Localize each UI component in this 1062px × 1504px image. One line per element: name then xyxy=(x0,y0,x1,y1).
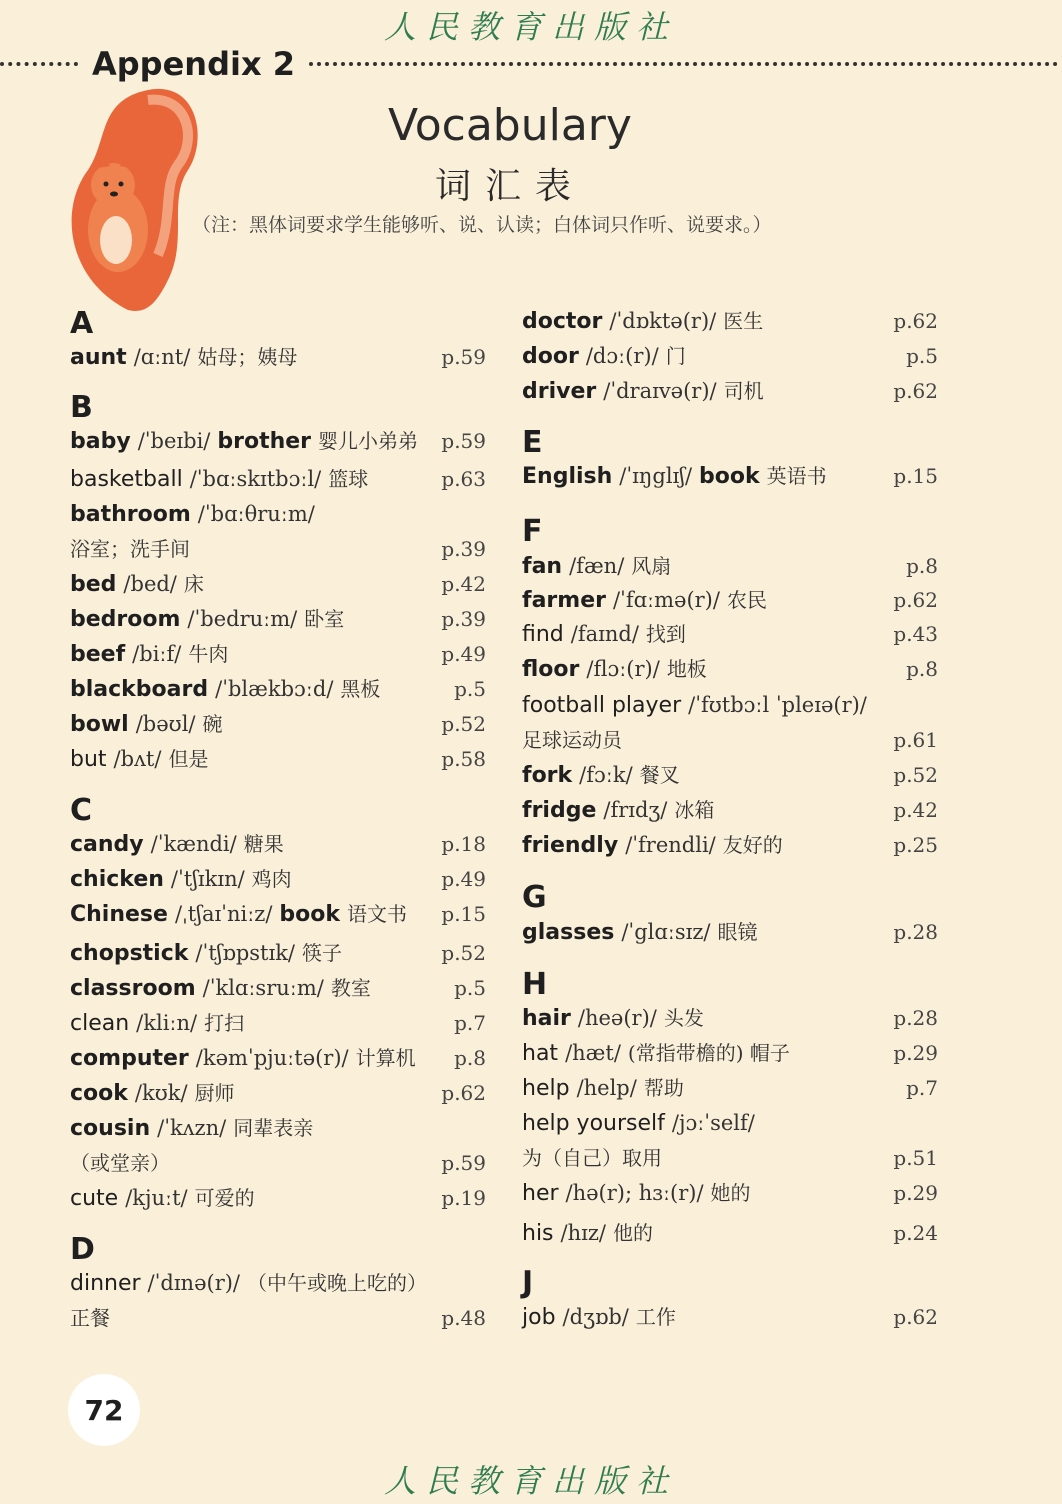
vocab-meaning: 计算机 xyxy=(355,1046,416,1070)
vocab-word: clean xyxy=(70,1011,130,1036)
vocab-page-ref: p.28 xyxy=(893,920,938,944)
vocab-meaning: 语文书 xyxy=(347,902,408,926)
vocab-meaning: 黑板 xyxy=(340,677,381,701)
vocabulary-title: Vocabulary xyxy=(388,100,632,151)
vocab-meaning: 浴室；洗手间 xyxy=(70,537,190,561)
vocab-phonetic: /ˈkændi/ xyxy=(150,832,237,856)
vocab-page-ref: p.62 xyxy=(893,309,938,333)
dotted-rule-right xyxy=(309,62,1058,66)
vocab-word: candy xyxy=(70,832,144,857)
vocab-entry xyxy=(70,742,486,777)
vocab-page-ref: p.59 xyxy=(441,1151,486,1175)
vocab-entry xyxy=(70,602,486,637)
vocab-phonetic: /faɪnd/ xyxy=(570,622,639,646)
vocab-meaning: 足球运动员 xyxy=(522,728,622,752)
vocab-meaning: 同辈表亲 xyxy=(233,1116,314,1140)
vocab-entry xyxy=(522,688,938,723)
vocab-entry xyxy=(522,828,938,863)
vocab-page-ref: p.48 xyxy=(441,1306,486,1330)
vocab-phonetic: /help/ xyxy=(576,1076,637,1100)
vocab-page-ref: p.61 xyxy=(893,728,938,752)
vocab-word: Chinese xyxy=(70,902,168,927)
vocab-page-ref: p.62 xyxy=(893,588,938,612)
section-letter: J xyxy=(522,1265,534,1300)
vocab-entry xyxy=(70,827,486,862)
vocab-phonetic: /ˈkʌzn/ xyxy=(157,1116,227,1140)
vocab-page-ref: p.5 xyxy=(454,976,486,1000)
vocab-meaning: 可爱的 xyxy=(194,1186,255,1210)
vocab-phonetic: /ˈbeɪbi/ xyxy=(137,429,211,453)
vocab-word: friendly xyxy=(522,833,619,858)
vocab-entry xyxy=(522,1071,938,1106)
vocab-entry xyxy=(522,1300,938,1335)
vocab-page-ref: p.15 xyxy=(441,902,486,926)
vocab-word: aunt xyxy=(70,345,127,370)
vocab-entry xyxy=(522,758,938,793)
vocab-meaning: (常指带檐的) 帽子 xyxy=(627,1041,790,1065)
vocab-word: fridge xyxy=(522,798,597,823)
vocab-entry xyxy=(70,707,486,742)
vocab-word: brother xyxy=(217,429,312,454)
squirrel-mascot-icon xyxy=(58,80,218,320)
vocab-word: floor xyxy=(522,657,580,682)
vocab-phonetic: /ˈblækbɔːd/ xyxy=(215,677,334,701)
vocab-word: but xyxy=(70,747,107,772)
vocab-word: football player xyxy=(522,693,682,718)
vocab-entry xyxy=(522,1216,938,1251)
vocab-page-ref: p.49 xyxy=(441,867,486,891)
vocab-word: chicken xyxy=(70,867,164,892)
vocab-meaning: 打扫 xyxy=(204,1011,245,1035)
section-letter: A xyxy=(70,306,94,341)
publisher-logo-bottom: 人民教育出版社 xyxy=(383,1462,678,1500)
vocab-phonetic: /bʌt/ xyxy=(113,747,162,771)
publisher-logo-top: 人民教育出版社 xyxy=(383,8,678,46)
vocab-entry xyxy=(70,637,486,672)
vocab-phonetic: /heə(r)/ xyxy=(577,1006,657,1030)
vocab-meaning: 眼镜 xyxy=(717,920,758,944)
vocab-meaning: 牛肉 xyxy=(188,642,229,666)
vocab-entry xyxy=(70,462,486,497)
vocab-page-ref: p.5 xyxy=(906,344,938,368)
vocab-meaning: 婴儿小弟弟 xyxy=(318,429,419,453)
vocab-entry xyxy=(70,1111,486,1146)
vocab-meaning: 教室 xyxy=(330,976,371,1000)
vocab-word: job xyxy=(522,1305,556,1330)
vocab-entry xyxy=(70,862,486,897)
vocab-page-ref: p.52 xyxy=(441,712,486,736)
vocab-phonetic: /biːf/ xyxy=(132,642,182,666)
vocab-phonetic: /ɑːnt/ xyxy=(133,345,191,369)
vocab-phonetic: /ˈtʃɒpstɪk/ xyxy=(195,941,295,965)
vocab-word: bathroom xyxy=(70,502,191,527)
vocab-word: glasses xyxy=(522,920,615,945)
vocab-phonetic: /ˈfrendli/ xyxy=(625,833,716,857)
vocab-page-ref: p.42 xyxy=(893,798,938,822)
vocab-entry xyxy=(522,1001,938,1036)
vocab-entry xyxy=(70,497,486,532)
vocab-phonetic: /ˈbɑːskɪtbɔːl/ xyxy=(189,467,322,491)
vocab-entry xyxy=(522,583,938,618)
vocab-entry xyxy=(70,1076,486,1111)
vocab-phonetic: /ˈfɑːmə(r)/ xyxy=(612,588,720,612)
vocab-word: blackboard xyxy=(70,677,209,702)
vocab-phonetic: /bəʊl/ xyxy=(135,712,196,736)
vocab-word: English xyxy=(522,464,613,489)
vocab-phonetic: /ˈdraɪvə(r)/ xyxy=(603,379,717,403)
vocab-entry xyxy=(522,1036,938,1071)
vocab-entry xyxy=(70,1181,486,1216)
vocab-meaning: 餐叉 xyxy=(639,763,680,787)
vocab-meaning: 但是 xyxy=(168,747,209,771)
vocabulary-title-cn: 词汇表 xyxy=(434,166,585,207)
vocab-phonetic: /fɔːk/ xyxy=(579,763,633,787)
section-letter: F xyxy=(522,514,543,549)
vocab-meaning: 冰箱 xyxy=(674,798,715,822)
vocab-meaning: （中午或晚上吃的） xyxy=(247,1271,428,1295)
vocab-phonetic: /ˌtʃaɪˈniːz/ xyxy=(174,902,273,926)
vocab-page-ref: p.25 xyxy=(893,833,938,857)
vocab-entry xyxy=(70,567,486,602)
vocab-word: dinner xyxy=(70,1271,141,1296)
vocab-phonetic: /kəmˈpjuːtə(r)/ xyxy=(195,1046,349,1070)
vocab-meaning: 门 xyxy=(665,344,686,368)
vocab-entry xyxy=(70,971,486,1006)
vocab-meaning: 工作 xyxy=(635,1305,676,1329)
vocab-meaning: 碗 xyxy=(202,712,223,736)
vocab-word: bed xyxy=(70,572,117,597)
vocab-entry xyxy=(522,652,938,687)
vocab-entry xyxy=(522,1106,938,1141)
vocab-phonetic: /hæt/ xyxy=(565,1041,621,1065)
vocab-page-ref: p.18 xyxy=(441,832,486,856)
vocab-page-ref: p.63 xyxy=(441,467,486,491)
vocab-page-ref: p.51 xyxy=(893,1146,938,1170)
vocab-phonetic: /dɔː(r)/ xyxy=(585,344,659,368)
vocab-word: cute xyxy=(70,1186,119,1211)
vocab-meaning: 找到 xyxy=(645,622,686,646)
vocab-word: beef xyxy=(70,642,126,667)
vocab-entry xyxy=(70,1266,486,1301)
vocab-word: doctor xyxy=(522,309,603,334)
vocab-phonetic: /kliːn/ xyxy=(136,1011,198,1035)
vocab-phonetic: /ˈbedruːm/ xyxy=(187,607,298,631)
vocabulary-note: （注：黑体词要求学生能够听、说、认读；白体词只作听、说要求。） xyxy=(192,214,772,236)
vocab-phonetic: /kʊk/ xyxy=(134,1081,188,1105)
vocab-phonetic: /ˈɪŋglɪʃ/ xyxy=(619,464,693,488)
vocab-meaning: 卧室 xyxy=(304,607,345,631)
section-letter: H xyxy=(522,967,548,1002)
vocab-word: hat xyxy=(522,1041,559,1066)
vocab-meaning: 帮助 xyxy=(643,1076,684,1100)
vocab-word: help yourself xyxy=(522,1111,665,1136)
vocab-meaning: 司机 xyxy=(723,379,764,403)
vocab-word: fan xyxy=(522,554,563,579)
vocab-word: hair xyxy=(522,1006,571,1031)
vocab-page-ref: p.28 xyxy=(893,1006,938,1030)
vocab-meaning: 为（自己）取用 xyxy=(522,1146,662,1170)
vocab-meaning: （或堂亲） xyxy=(70,1151,170,1175)
vocab-entry xyxy=(70,532,486,567)
vocab-page-ref: p.15 xyxy=(893,464,938,488)
vocab-meaning: 床 xyxy=(183,572,204,596)
vocab-meaning: 筷子 xyxy=(302,941,342,965)
vocab-word: find xyxy=(522,622,564,647)
vocab-phonetic: /ˈdɪnə(r)/ xyxy=(147,1271,241,1295)
vocab-entry xyxy=(522,1141,938,1176)
vocab-meaning: 鸡肉 xyxy=(251,867,292,891)
vocab-entry xyxy=(522,915,938,950)
vocab-page-ref: p.59 xyxy=(441,429,486,453)
vocab-meaning: 他的 xyxy=(613,1221,653,1245)
vocab-word: door xyxy=(522,344,579,369)
vocab-phonetic: /bed/ xyxy=(123,572,177,596)
vocab-entry xyxy=(522,459,938,494)
vocab-page-ref: p.62 xyxy=(893,1305,938,1329)
vocab-page-ref: p.8 xyxy=(906,554,938,578)
vocab-page-ref: p.8 xyxy=(906,657,938,681)
vocab-word: chopstick xyxy=(70,941,189,966)
vocab-entry xyxy=(70,1146,486,1181)
vocab-phonetic: /ˈdɒktə(r)/ xyxy=(609,309,717,333)
vocab-entry xyxy=(522,617,938,652)
vocab-entry xyxy=(522,339,938,374)
dotted-rule-left xyxy=(0,62,78,66)
vocab-word: computer xyxy=(70,1046,189,1071)
vocab-word: cook xyxy=(70,1081,128,1106)
vocab-entry xyxy=(70,1301,486,1336)
vocab-phonetic: /jɔːˈself/ xyxy=(671,1111,755,1135)
vocab-page-ref: p.58 xyxy=(441,747,486,771)
vocab-word: bedroom xyxy=(70,607,181,632)
vocab-entry xyxy=(70,897,486,932)
vocab-phonetic: /ˈklɑːsruːm/ xyxy=(202,976,324,1000)
vocab-entry xyxy=(70,424,486,459)
vocab-phonetic: /ˈfʊtbɔːl ˈpleɪə(r)/ xyxy=(688,693,867,717)
vocab-meaning: 农民 xyxy=(726,588,767,612)
vocab-page-ref: p.43 xyxy=(893,622,938,646)
vocab-word: bowl xyxy=(70,712,129,737)
vocab-word: his xyxy=(522,1221,554,1246)
vocab-phonetic: /fæn/ xyxy=(569,554,625,578)
vocab-entry xyxy=(522,793,938,828)
vocab-word: book xyxy=(699,464,760,489)
vocab-page-ref: p.59 xyxy=(441,345,486,369)
vocab-meaning: 头发 xyxy=(663,1006,704,1030)
vocab-phonetic: /ˈglɑːsɪz/ xyxy=(621,920,711,944)
vocab-page-ref: p.62 xyxy=(893,379,938,403)
vocab-page-ref: p.49 xyxy=(441,642,486,666)
vocab-page-ref: p.8 xyxy=(454,1046,486,1070)
vocab-phonetic: /dʒɒb/ xyxy=(562,1305,629,1329)
vocab-meaning: 友好的 xyxy=(722,833,783,857)
vocab-meaning: 姑母；姨母 xyxy=(197,345,298,369)
vocab-page-ref: p.29 xyxy=(893,1041,938,1065)
vocab-page-ref: p.42 xyxy=(441,572,486,596)
vocab-entry xyxy=(70,936,486,971)
vocab-word: cousin xyxy=(70,1116,151,1141)
vocab-page-ref: p.39 xyxy=(441,537,486,561)
vocab-meaning: 英语书 xyxy=(766,464,827,488)
vocab-meaning: 糖果 xyxy=(243,832,284,856)
vocab-phonetic: /ˈtʃɪkɪn/ xyxy=(170,867,245,891)
vocab-meaning: 医生 xyxy=(723,309,764,333)
vocab-meaning: 正餐 xyxy=(70,1306,110,1330)
vocab-word: driver xyxy=(522,379,597,404)
vocab-entry xyxy=(522,723,938,758)
vocab-word: book xyxy=(279,902,341,927)
vocab-meaning: 地板 xyxy=(666,657,707,681)
vocab-word: classroom xyxy=(70,976,196,1001)
section-letter: D xyxy=(70,1232,95,1267)
vocab-phonetic: /frɪdʒ/ xyxy=(603,798,668,822)
vocab-page-ref: p.7 xyxy=(906,1076,938,1100)
vocab-phonetic: /kjuːt/ xyxy=(125,1186,188,1210)
vocab-page-ref: p.24 xyxy=(893,1221,938,1245)
vocab-entry xyxy=(522,1176,938,1211)
vocab-meaning: 篮球 xyxy=(328,467,369,491)
vocab-page-ref: p.5 xyxy=(454,677,486,701)
vocab-phonetic: /hə(r); hɜː(r)/ xyxy=(565,1181,704,1205)
vocab-entry xyxy=(522,374,938,409)
vocab-page-ref: p.52 xyxy=(893,763,938,787)
vocab-phonetic: /hɪz/ xyxy=(560,1221,606,1245)
vocab-entry xyxy=(522,549,938,584)
vocab-entry xyxy=(70,1006,486,1041)
appendix-title: Appendix 2 xyxy=(92,45,295,83)
vocab-entry xyxy=(70,672,486,707)
section-letter: E xyxy=(522,425,543,460)
vocab-phonetic: /flɔː(r)/ xyxy=(586,657,660,681)
vocab-meaning: 她的 xyxy=(710,1181,751,1205)
vocab-meaning: 厨师 xyxy=(194,1081,235,1105)
vocab-entry xyxy=(70,1041,486,1076)
vocab-page-ref: p.29 xyxy=(893,1181,938,1205)
vocab-word: basketball xyxy=(70,467,183,492)
vocab-page-ref: p.19 xyxy=(441,1186,486,1210)
vocab-phonetic: /ˈbɑːθruːm/ xyxy=(197,502,315,526)
vocab-entry xyxy=(70,340,486,375)
vocab-word: her xyxy=(522,1181,559,1206)
section-letter: G xyxy=(522,880,547,915)
vocab-entry xyxy=(522,304,938,339)
vocab-page-ref: p.52 xyxy=(441,941,486,965)
vocab-word: baby xyxy=(70,429,131,454)
page-number: 72 xyxy=(68,1374,140,1446)
vocab-word: help xyxy=(522,1076,570,1101)
vocab-word: farmer xyxy=(522,588,606,613)
vocab-page-ref: p.7 xyxy=(454,1011,486,1035)
vocab-word: fork xyxy=(522,763,573,788)
section-letter: B xyxy=(70,390,93,425)
vocab-page-ref: p.62 xyxy=(441,1081,486,1105)
section-letter: C xyxy=(70,793,93,828)
vocab-meaning: 风扇 xyxy=(631,554,672,578)
vocab-page-ref: p.39 xyxy=(441,607,486,631)
